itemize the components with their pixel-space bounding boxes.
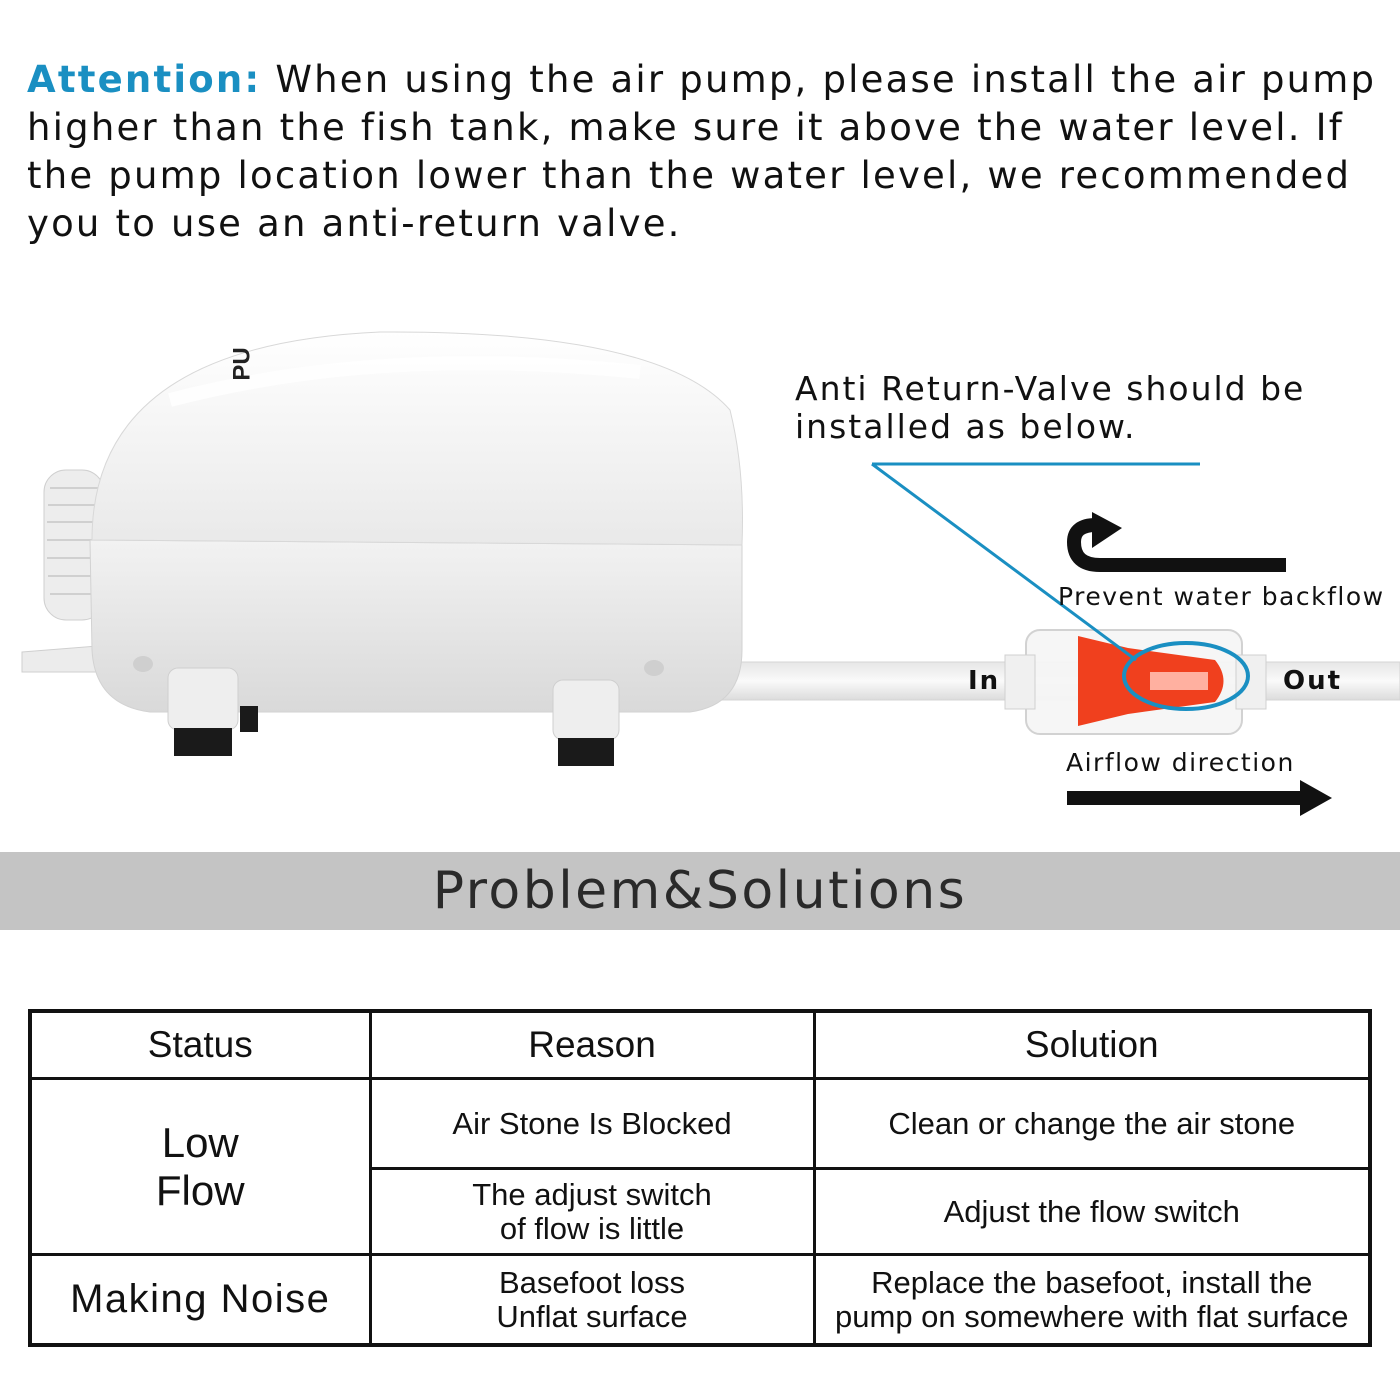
backflow-label: Prevent water backflow <box>1058 582 1385 611</box>
valve-callout-line2: installed as below. <box>795 407 1137 446</box>
reason-line: The adjust switch <box>472 1176 712 1212</box>
reason-line: Air Stone Is Blocked <box>452 1105 732 1141</box>
header-solution: Solution <box>814 1011 1370 1079</box>
reason-line: Unflat surface <box>496 1298 688 1334</box>
table-header-row <box>30 1011 1370 1079</box>
reason-cell <box>370 1079 814 1169</box>
valve-callout <box>795 370 1305 446</box>
section-banner <box>0 852 1400 930</box>
reason-cell <box>370 1255 814 1346</box>
solution-line: Adjust the flow switch <box>943 1193 1240 1229</box>
reason-cell <box>370 1169 814 1255</box>
out-label: Out <box>1283 666 1343 696</box>
solution-line: Clean or change the air stone <box>888 1105 1296 1141</box>
solution-cell <box>814 1255 1370 1346</box>
section-title: Problem&Solutions <box>432 861 968 921</box>
in-label: In <box>968 666 1001 696</box>
solution-cell <box>814 1079 1370 1169</box>
solution-line: Replace the basefoot, install the <box>871 1264 1313 1300</box>
solution-line: pump on somewhere with flat surface <box>835 1298 1349 1334</box>
reason-line: of flow is little <box>499 1210 685 1246</box>
status-low-flow-line1: Low <box>161 1118 239 1166</box>
attention-text: When using the air pump, please install the air pump higher than the fish tank, make sure it above the water level. If the pump location lower than the water level, we recommended you to use an anti-return valve. <box>27 58 1377 245</box>
reason-line: Basefoot loss <box>498 1264 686 1300</box>
status-low-flow <box>30 1079 370 1255</box>
table-row <box>30 1255 1370 1346</box>
table-row <box>30 1079 1370 1169</box>
solution-cell <box>814 1169 1370 1255</box>
pump-brand-text: PU <box>228 347 256 381</box>
header-reason: Reason <box>370 1011 814 1079</box>
backflow-arrow-icon <box>1074 512 1286 565</box>
attention-label: Attention: <box>27 58 262 101</box>
status-low-flow-line2: Flow <box>155 1166 245 1214</box>
airflow-label: Airflow direction <box>1066 748 1295 777</box>
status-making-noise: Making Noise <box>30 1255 370 1346</box>
airflow-arrow-icon <box>1067 780 1332 816</box>
check-valve <box>1005 630 1266 734</box>
problem-solution-table <box>28 1009 1372 1347</box>
attention-note <box>27 56 1387 248</box>
valve-callout-line1: Anti Return-Valve should be <box>795 369 1306 408</box>
header-status: Status <box>30 1011 370 1079</box>
